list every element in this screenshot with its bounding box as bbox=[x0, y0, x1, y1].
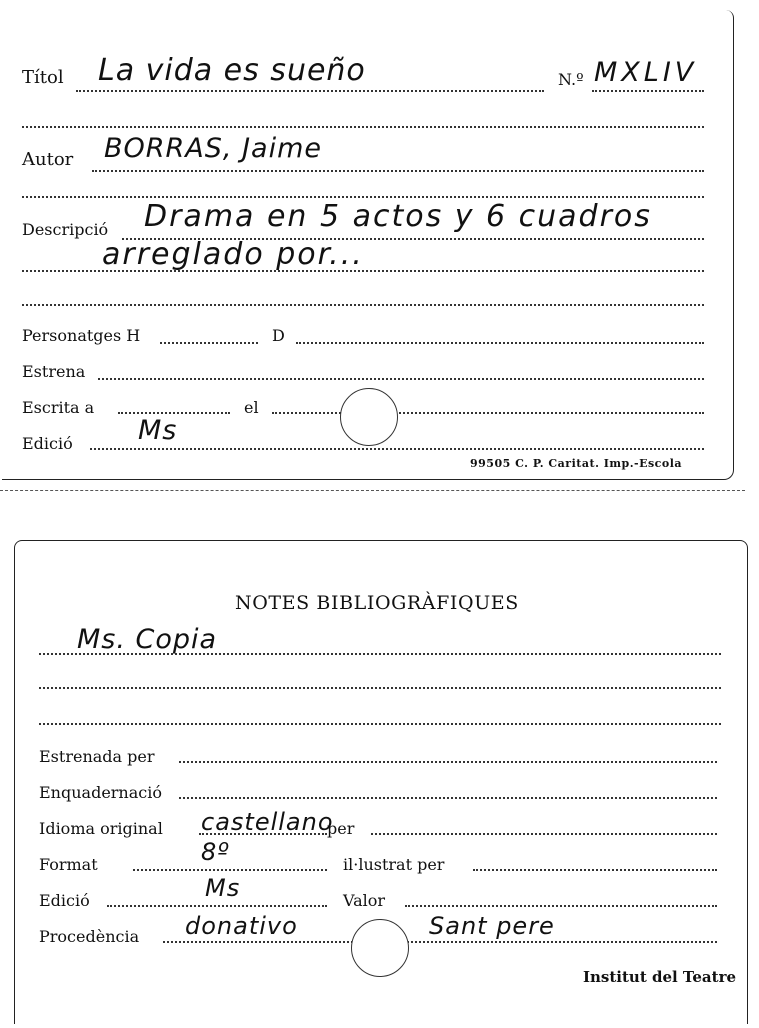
el-label: el bbox=[244, 398, 259, 417]
catalog-card-front bbox=[2, 10, 734, 480]
descripcio-value-2: arreglado por... bbox=[102, 237, 364, 272]
titol-value: La vida es sueño bbox=[98, 53, 366, 88]
enquadernacio-line bbox=[179, 797, 717, 799]
numero-label: N.º bbox=[558, 70, 584, 89]
personatges-label: Personatges H bbox=[22, 326, 141, 345]
illustrat-line bbox=[473, 869, 717, 871]
notes-value: Ms. Copia bbox=[77, 624, 218, 655]
illustrat-label: il·lustrat per bbox=[343, 855, 445, 874]
format-line bbox=[133, 869, 327, 871]
estrenada-line bbox=[179, 761, 717, 763]
blank-line bbox=[22, 304, 704, 306]
format-label: Format bbox=[39, 855, 98, 874]
el-line bbox=[272, 412, 704, 414]
escrita-line bbox=[118, 412, 230, 414]
notes-heading: NOTES BIBLIOGRÀFIQUES bbox=[235, 592, 519, 614]
procedencia-value-1: donativo bbox=[185, 912, 298, 940]
punch-hole bbox=[340, 388, 398, 446]
edicio-line-2 bbox=[107, 905, 327, 907]
edicio-label: Edició bbox=[22, 434, 73, 453]
numero-line bbox=[592, 90, 704, 92]
descripcio-value-1: Drama en 5 actos y 6 cuadros bbox=[144, 199, 652, 234]
printer-imprint: 99505 C. P. Caritat. Imp.-Escola bbox=[470, 457, 683, 470]
procedencia-value-2: Sant pere bbox=[429, 912, 555, 940]
estrena-line bbox=[98, 378, 704, 380]
numero-value: MXLIV bbox=[594, 57, 698, 88]
notes-line-3 bbox=[39, 723, 721, 725]
autor-value: BORRAS, Jaime bbox=[104, 133, 322, 164]
blank-line bbox=[22, 126, 704, 128]
autor-line bbox=[92, 170, 704, 172]
personatges-d-line bbox=[296, 342, 704, 344]
edicio-value-2: Ms bbox=[205, 874, 241, 902]
titol-line bbox=[76, 90, 544, 92]
estrenada-label: Estrenada per bbox=[39, 747, 155, 766]
personatges-h-line bbox=[160, 342, 258, 344]
valor-label: Valor bbox=[343, 891, 386, 910]
cut-line bbox=[0, 490, 745, 491]
format-value: 8º bbox=[201, 838, 230, 866]
autor-label: Autor bbox=[22, 149, 74, 170]
idioma-label: Idioma original bbox=[39, 819, 163, 838]
procedencia-label: Procedència bbox=[39, 927, 140, 946]
catalog-card-back bbox=[14, 540, 748, 1024]
titol-label: Títol bbox=[22, 67, 64, 88]
edicio-value: Ms bbox=[138, 415, 178, 446]
personatges-d-label: D bbox=[272, 326, 285, 345]
descripcio-label: Descripció bbox=[22, 220, 109, 239]
procedencia-line bbox=[163, 941, 717, 943]
institution-stamp: Institut del Teatre bbox=[583, 968, 737, 986]
idioma-per-line bbox=[371, 833, 717, 835]
edicio-label-2: Edició bbox=[39, 891, 90, 910]
blank-line bbox=[22, 196, 704, 198]
enquadernacio-label: Enquadernació bbox=[39, 783, 162, 802]
idioma-per-label: per bbox=[327, 819, 355, 838]
edicio-line bbox=[90, 448, 704, 450]
idioma-value: castellano bbox=[201, 808, 334, 836]
valor-line bbox=[405, 905, 717, 907]
estrena-label: Estrena bbox=[22, 362, 86, 381]
escrita-label: Escrita a bbox=[22, 398, 95, 417]
punch-hole bbox=[351, 919, 409, 977]
notes-line-2 bbox=[39, 687, 721, 689]
